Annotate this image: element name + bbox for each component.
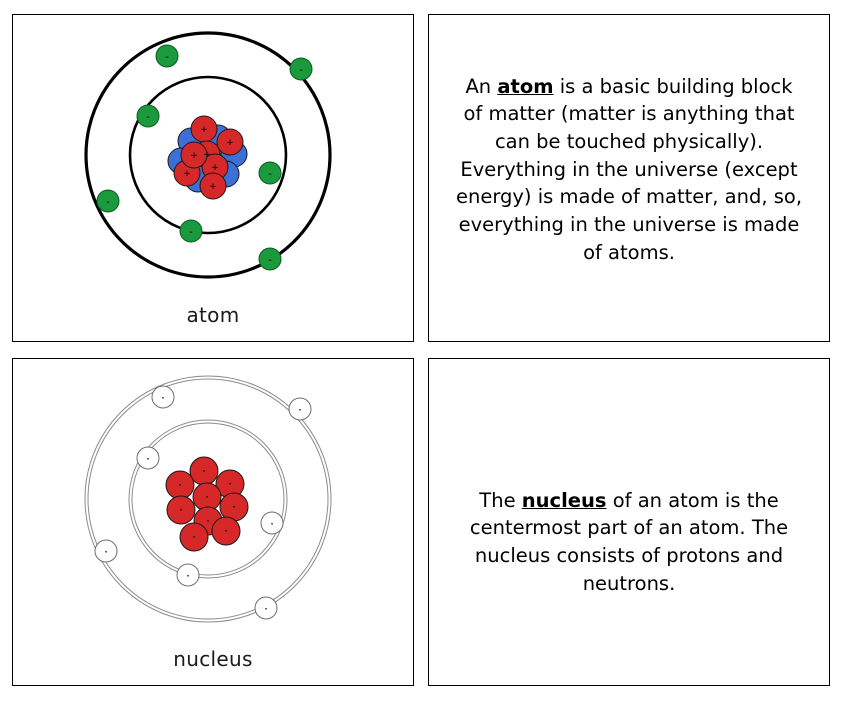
nucleus-image-card xyxy=(12,358,414,686)
svg-text:+: + xyxy=(183,169,191,179)
svg-text:·: · xyxy=(270,517,274,531)
svg-text:·: · xyxy=(228,477,232,491)
svg-text:·: · xyxy=(298,403,302,417)
svg-text:·: · xyxy=(264,602,268,616)
svg-text:-: - xyxy=(146,112,150,123)
atom-definition-lead: An xyxy=(465,74,498,98)
svg-text:·: · xyxy=(104,545,108,559)
nucleus-definition-lead: The xyxy=(479,488,522,512)
svg-text:+: + xyxy=(211,163,219,173)
nucleus-term: nucleus xyxy=(521,488,607,512)
atom-definition xyxy=(455,73,803,267)
svg-text:·: · xyxy=(179,503,183,517)
svg-text:·: · xyxy=(192,530,196,544)
svg-text:·: · xyxy=(205,490,209,504)
svg-text:-: - xyxy=(165,52,169,63)
svg-text:+: + xyxy=(209,182,217,192)
svg-text:·: · xyxy=(146,452,150,466)
atom-definition-rest: is a basic building block of matter (matter is anything that can be touched physically). Everything in the universe (except energy) is made of matter, and, so, everything in the universe is made of atoms. xyxy=(455,74,803,264)
atom-image-card xyxy=(12,14,414,342)
svg-text:·: · xyxy=(224,524,228,538)
svg-text:-: - xyxy=(299,65,303,76)
svg-text:+: + xyxy=(200,125,208,135)
svg-text:+: + xyxy=(203,150,211,160)
svg-text:·: · xyxy=(161,391,165,405)
svg-text:-: - xyxy=(189,227,193,238)
svg-text:+: + xyxy=(226,138,234,148)
nucleus-definition-rest: of an atom is the centermost part of an atom. The nucleus consists of protons and neutrons. xyxy=(469,488,789,595)
nucleus-definition xyxy=(455,487,803,598)
svg-text:·: · xyxy=(186,569,190,583)
svg-text:+: + xyxy=(190,151,198,161)
svg-text:-: - xyxy=(268,255,272,266)
atom-text-card xyxy=(428,14,830,342)
svg-text:·: · xyxy=(202,464,206,478)
atom-term: atom xyxy=(497,74,554,98)
svg-text:·: · xyxy=(178,478,182,492)
svg-text:-: - xyxy=(268,169,272,180)
nucleus-text-card xyxy=(428,358,830,686)
svg-text:·: · xyxy=(206,514,210,528)
nucleus-caption: nucleus xyxy=(173,647,253,671)
nucleus-diagram xyxy=(13,365,413,633)
atom-diagram xyxy=(13,21,413,289)
svg-text:·: · xyxy=(232,500,236,514)
atom-caption: atom xyxy=(186,303,240,327)
svg-text:-: - xyxy=(106,197,110,208)
